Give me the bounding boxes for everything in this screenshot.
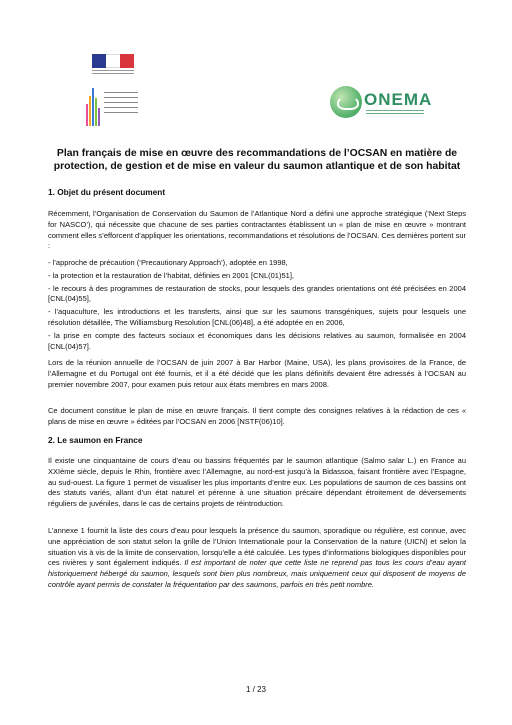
republique-francaise-logo: [92, 54, 134, 80]
paragraph-annexe-note: Il est important de noter que cette liste ne reprend pas tous les cours d’eau ayant historiquement hébergé du saumon, lesquels sont bien plus nombreux, mais uniquement ceux qui disposent de moyens de contrôle ayant permis de constater la fréquentation par des saumons, parfois en très petit nombre.: [48, 558, 466, 589]
recommendations-list: [48, 258, 466, 354]
list-item: - le recours à des programmes de restauration de stocks, pour lesquels des grandes orientations ont été précisées en 2004 [CNL(04)55],: [48, 283, 466, 304]
paragraph-annexe: [48, 526, 466, 591]
onema-circle-icon: [330, 86, 362, 118]
list-item: - la prise en compte des facteurs sociaux et économiques dans les décisions relatives au saumon, formalisée en 2004 [CNL(04)57].: [48, 330, 466, 351]
onema-caption-lines: [366, 110, 424, 116]
paragraph-cours-eau: Il existe une cinquantaine de cours d’eau ou bassins fréquentés par le saumon atlantique (Salmo salar L.) en France au XXIème siècle, depuis le Rhin, frontière avec l’Allemagne, au nord-est jusqu’à la Bidassoa, faisant frontière avec l’Espagne, au sud-ouest. La figure 1 permet de visualiser les plus importants d’entre eux. Les populations de saumon de ces bassins ont des statuts variés, allant d’un état naturel et pérenne à une situation précaire dépendant étroitement de déversements réguliers de juvéniles, dans le cas de certains projets de réintroduction.: [48, 456, 466, 509]
page-number: 1 / 23: [245, 685, 266, 694]
paragraph-bar-harbor: Lors de la réunion annuelle de l’OCSAN de juin 2007 à Bar Harbor (Maine, USA), les plans provisoires de la France, de l’Allemagne et du Portugal ont été fournis, et il a été décidé que les plans définitifs devaient être adressés à l’OCSAN au premier novembre 2007, pour examen puis retour aux états membres en mars 2008.: [48, 358, 466, 389]
list-item: - la protection et la restauration de l’habitat, définies en 2001 [CNL(01)51],: [48, 270, 294, 280]
section-heading-saumon: 2. Le saumon en France: [48, 435, 143, 445]
logo-caption-lines: [92, 70, 134, 76]
onema-wordmark: ONEMA: [364, 90, 433, 109]
ministere-logo: [86, 86, 138, 126]
french-flag-icon: [92, 54, 134, 68]
paragraph-annexe-text: L’annexe 1 fournit la liste des cours d’eau pour lesquels la présence du saumon, sporadique ou régulière, est connue, avec une appréciation de son statut selon la grille de l’Union Internationale pour la Conservation de la nature (UICN) et selon la situation vis à vis de la limite de conservation, lorsqu’elle a été calculée. Les types d’informations biologiques disponibles pour ces rivières y sont également indiqués.: [48, 526, 466, 568]
ministere-caption-lines: [104, 92, 138, 117]
list-item: - l’aquaculture, les introductions et les transferts, ainsi que sur les saumons transgéniques, sujets pour lesquels une résolution détaillée, The Williamsburg Resolution [CNL(06)48], a été adoptée en en 2006,: [48, 307, 466, 327]
list-item: - l’approche de précaution (‘Precautionary Approach’), adoptée en 1998,: [48, 258, 288, 267]
paragraph-intro: Récemment, l’Organisation de Conservation du Saumon de l’Atlantique Nord a défini une approche stratégique (‘Next Steps for NASCO’), qui nécessite que chacune de ses parties contractantes établissent un « plan de mise en œuvre » montrant comment elles s’efforcent d’appliquer les orientations, recommandations et résolutions de l’OCSAN. Ces dernières portent sur :: [48, 209, 466, 251]
document-title: Plan français de mise en œuvre des recommandations de l’OCSAN en matière de protection, de gestion et de mise en valeur du saumon atlantique et de son habitat: [53, 148, 461, 172]
paragraph-plan-francais: Ce document constitue le plan de mise en œuvre français. Il tient compte des consignes relatives à la rédaction de ces « plans de mise en œuvre » éditées par l’OCSAN en 2006 [NSTF(06)10].: [48, 406, 466, 426]
onema-logo: [330, 86, 433, 120]
ministere-bars-icon: [86, 86, 102, 126]
section-heading-objet: 1. Objet du présent document: [48, 187, 166, 197]
